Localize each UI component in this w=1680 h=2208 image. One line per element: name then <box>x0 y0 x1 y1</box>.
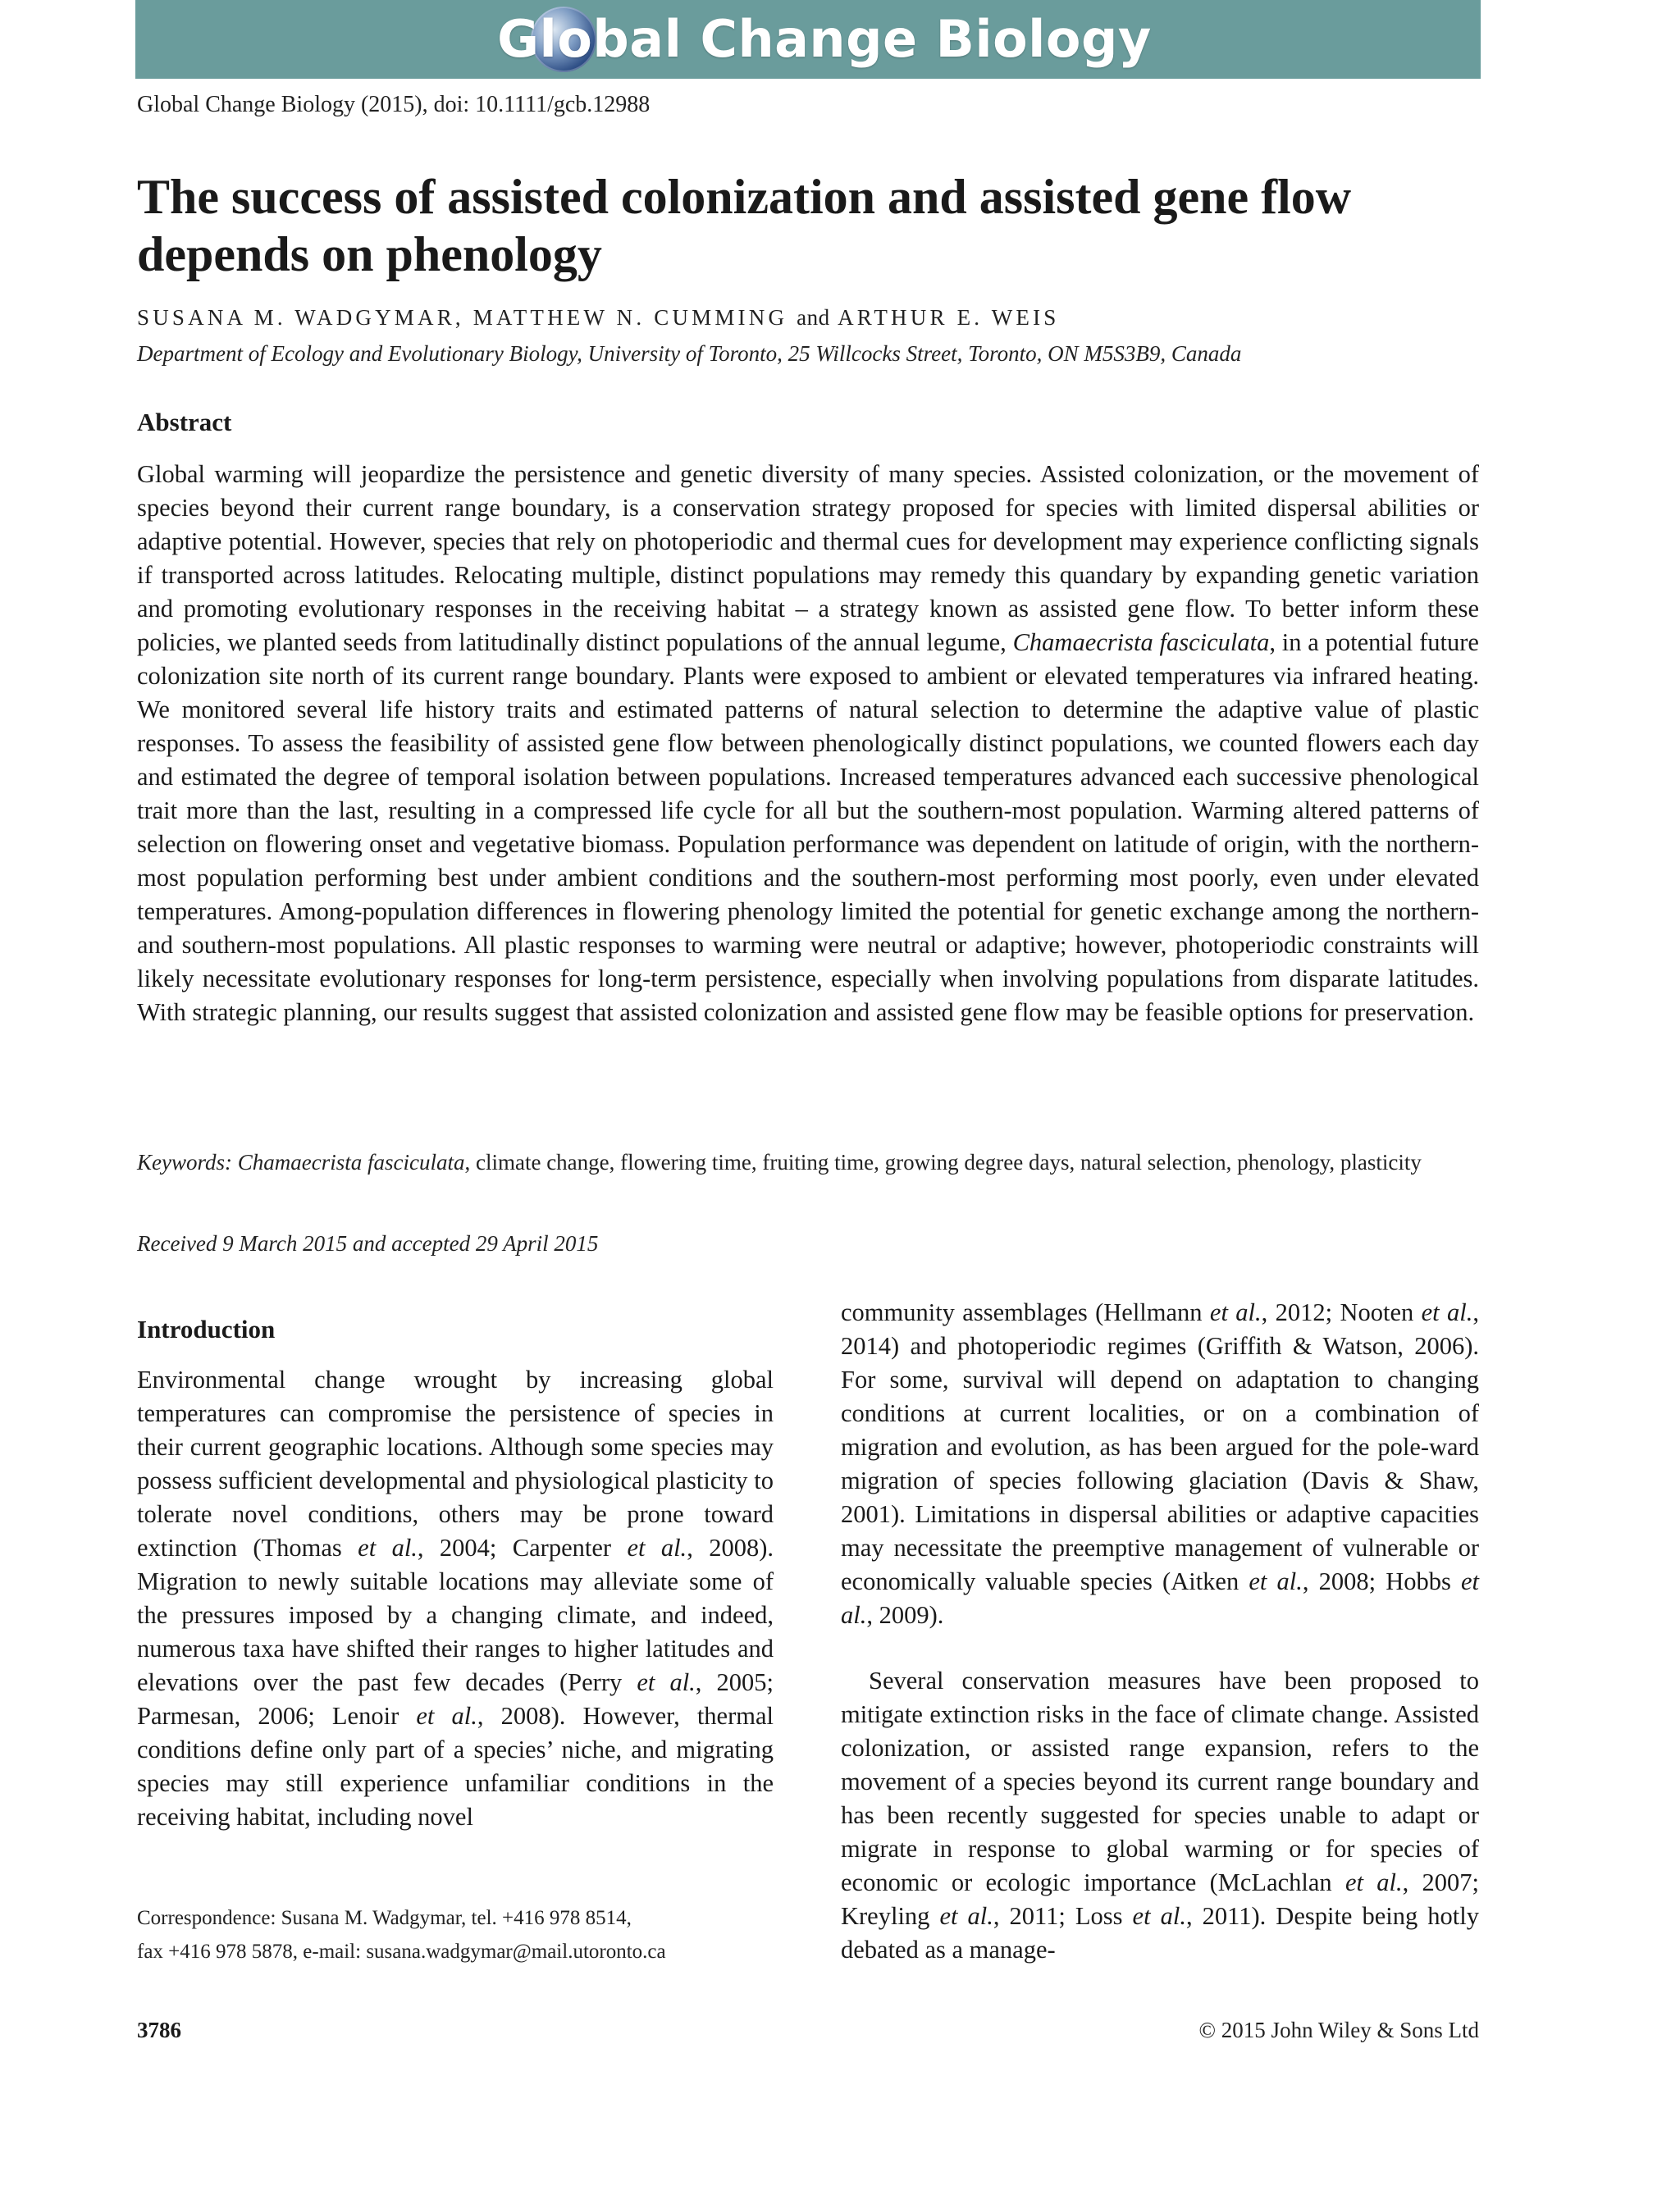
correspondence-line-2: fax +416 978 5878, e-mail: susana.wadgymar@mail.utoronto.ca <box>137 1941 666 1963</box>
journal-citation: Global Change Biology (2015), doi: 10.1111/gcb.12988 <box>137 92 651 117</box>
abstract-text-part-2: , in a potential future colonization site north of its current range boundary. Plants were exposed to ambient or elevated temperatures via infrared heating. We monitored several life history traits and estimated patterns of natural selection to determine the adaptive value of plastic responses. To assess the feasibility of assisted gene flow between phenologically distinct populations, we counted flowers each day and estimated the degree of temporal isolation between populations. Increased temperatures advanced each successive phenological trait more than the last, resulting in a compressed life cycle for all but the southern-most population. Warming altered patterns of selection on flowering onset and vegetative biomass. Population performance was dependent on latitude of origin, with the northern-most population performing best under ambient conditions and the southern-most performing most poorly, even under elevated temperatures. Among-population differences in flowering phenology limited the potential for genetic exchange among the northern- and southern-most populations. All plastic responses to warming were neutral or adaptive; however, photoperiodic constraints will likely necessitate evolutionary responses for long-term persistence, especially when involving populations from disparate latitudes. With strategic planning, our results suggest that assisted colonization and assisted gene flow may be feasible options for preservation. <box>137 628 1479 1026</box>
authors-last: ARTHUR E. WEIS <box>838 305 1060 330</box>
received-date: Received 9 March 2015 and accepted 29 April 2015 <box>137 1231 599 1256</box>
text-run: , 2009). <box>866 1601 944 1629</box>
introduction-heading: Introduction <box>137 1315 276 1344</box>
etal-italic: et al. <box>939 1902 993 1930</box>
etal-italic: et al. <box>1249 1567 1303 1595</box>
etal-italic: et al. <box>627 1534 687 1562</box>
text-run: Environmental change wrought by increasing global temperatures can compromise the persistence of species in their current geographic locations. Although some species may possess sufficient developmental and physiological plasticity to tolerate novel conditions, others may be prone toward extinction (Thomas <box>137 1366 774 1562</box>
correspondence-footnote <box>137 1901 774 1968</box>
text-run: , 2005; Parmesan, 2006; Lenoir <box>137 1668 774 1730</box>
journal-banner-title: Global Change Biology <box>497 9 1152 69</box>
correspondence-line-1: Correspondence: Susana M. Wadgymar, tel. +416 978 8514, <box>137 1907 632 1929</box>
text-run: , 2004; Carpenter <box>417 1534 628 1562</box>
etal-italic: et al. <box>1209 1298 1262 1326</box>
text-run: , 2011; Loss <box>993 1902 1133 1930</box>
author-list <box>137 305 1060 331</box>
article-title: The success of assisted colonization and assisted gene flow depends on phenology <box>137 170 1352 281</box>
etal-italic: et al. <box>1421 1298 1473 1326</box>
text-run: , 2007; Kreyling <box>841 1868 1479 1930</box>
etal-italic: et al. <box>416 1702 477 1730</box>
introduction-left-column <box>137 1363 774 1834</box>
text-run: , 2008). However, thermal conditions define only part of a species’ niche, and migrating species may still experience unfamiliar conditions in the receiving habitat, including novel <box>137 1702 774 1831</box>
text-run: Several conservation measures have been proposed to mitigate extinction risks in the face of climate change. Assisted colonization, or assisted range expansion, refers to the movement of a species beyond its current range boundary and has been recently suggested for species unable to adapt or migrate in response to global warming or for species of economic or ecologic importance (McLachlan <box>841 1667 1479 1896</box>
text-run: , 2014) and photoperiodic regimes (Griffith & Watson, 2006). For some, survival will depend on adaptation to changing conditions at current localities, or on a combination of migration and evolution, as has been argued for the pole-ward migration of species following glaciation (Davis & Shaw, 2001). Limitations in dispersal abilities or adaptive capacities may necessitate the preemptive management of vulnerable or economically valuable species (Aitken <box>841 1298 1479 1595</box>
authors-and: and <box>797 305 830 330</box>
etal-italic: et al. <box>637 1668 696 1696</box>
authors-main: SUSANA M. WADGYMAR, MATTHEW N. CUMMING <box>137 305 788 330</box>
abstract-text-part-1: Global warming will jeopardize the persistence and genetic diversity of many species. Assisted colonization, or the movement of species beyond their current range boundary, is a conservation strategy proposed for species with limited dispersal abilities or adaptive potential. However, species that rely on photoperiodic and thermal cues for development may experience conflicting signals if transported across latitudes. Relocating multiple, distinct populations may remedy this quandary by expanding genetic variation and promoting evolutionary responses in the receiving habitat – a strategy known as assisted gene flow. To better inform these policies, we planted seeds from latitudinally distinct populations of the annual legume, <box>137 460 1479 656</box>
text-run: , 2008). Migration to newly suitable locations may alleviate some of the pressures imposed by a changing climate, and indeed, numerous taxa have shifted their ranges to higher latitudes and elevations over the past few decades (Perry <box>137 1534 774 1696</box>
text-run: community assemblages (Hellmann <box>841 1298 1210 1326</box>
etal-italic: et al. <box>358 1534 418 1562</box>
author-affiliation: Department of Ecology and Evolutionary Biology, University of Toronto, 25 Willcocks Street, Toronto, ON M5S3B9, Canada <box>137 341 1242 366</box>
etal-italic: et al. <box>1132 1902 1186 1930</box>
keywords-list: , climate change, flowering time, fruiting time, growing degree days, natural selection, phenology, plasticity <box>464 1150 1422 1175</box>
etal-italic: et al. <box>1344 1868 1403 1896</box>
introduction-right-column-paragraph-2 <box>841 1664 1479 1967</box>
abstract-species-name: Chamaecrista fasciculata <box>1012 628 1270 656</box>
keywords <box>137 1146 1479 1179</box>
copyright-notice: © 2015 John Wiley & Sons Ltd <box>1198 2018 1479 2042</box>
text-run: , 2008; Hobbs <box>1302 1567 1461 1595</box>
etal-italic: et al. <box>841 1567 1479 1629</box>
abstract-text <box>137 458 1479 1029</box>
abstract-heading: Abstract <box>137 408 232 436</box>
keywords-species: Chamaecrista fasciculata <box>237 1150 465 1175</box>
introduction-right-column-paragraph-1 <box>841 1296 1479 1632</box>
text-run: , 2011). Despite being hotly debated as a manage- <box>841 1902 1479 1964</box>
journal-banner <box>135 0 1481 79</box>
keywords-label: Keywords: <box>137 1150 232 1175</box>
page-number: 3786 <box>137 2018 181 2042</box>
text-run: , 2012; Nooten <box>1261 1298 1422 1326</box>
